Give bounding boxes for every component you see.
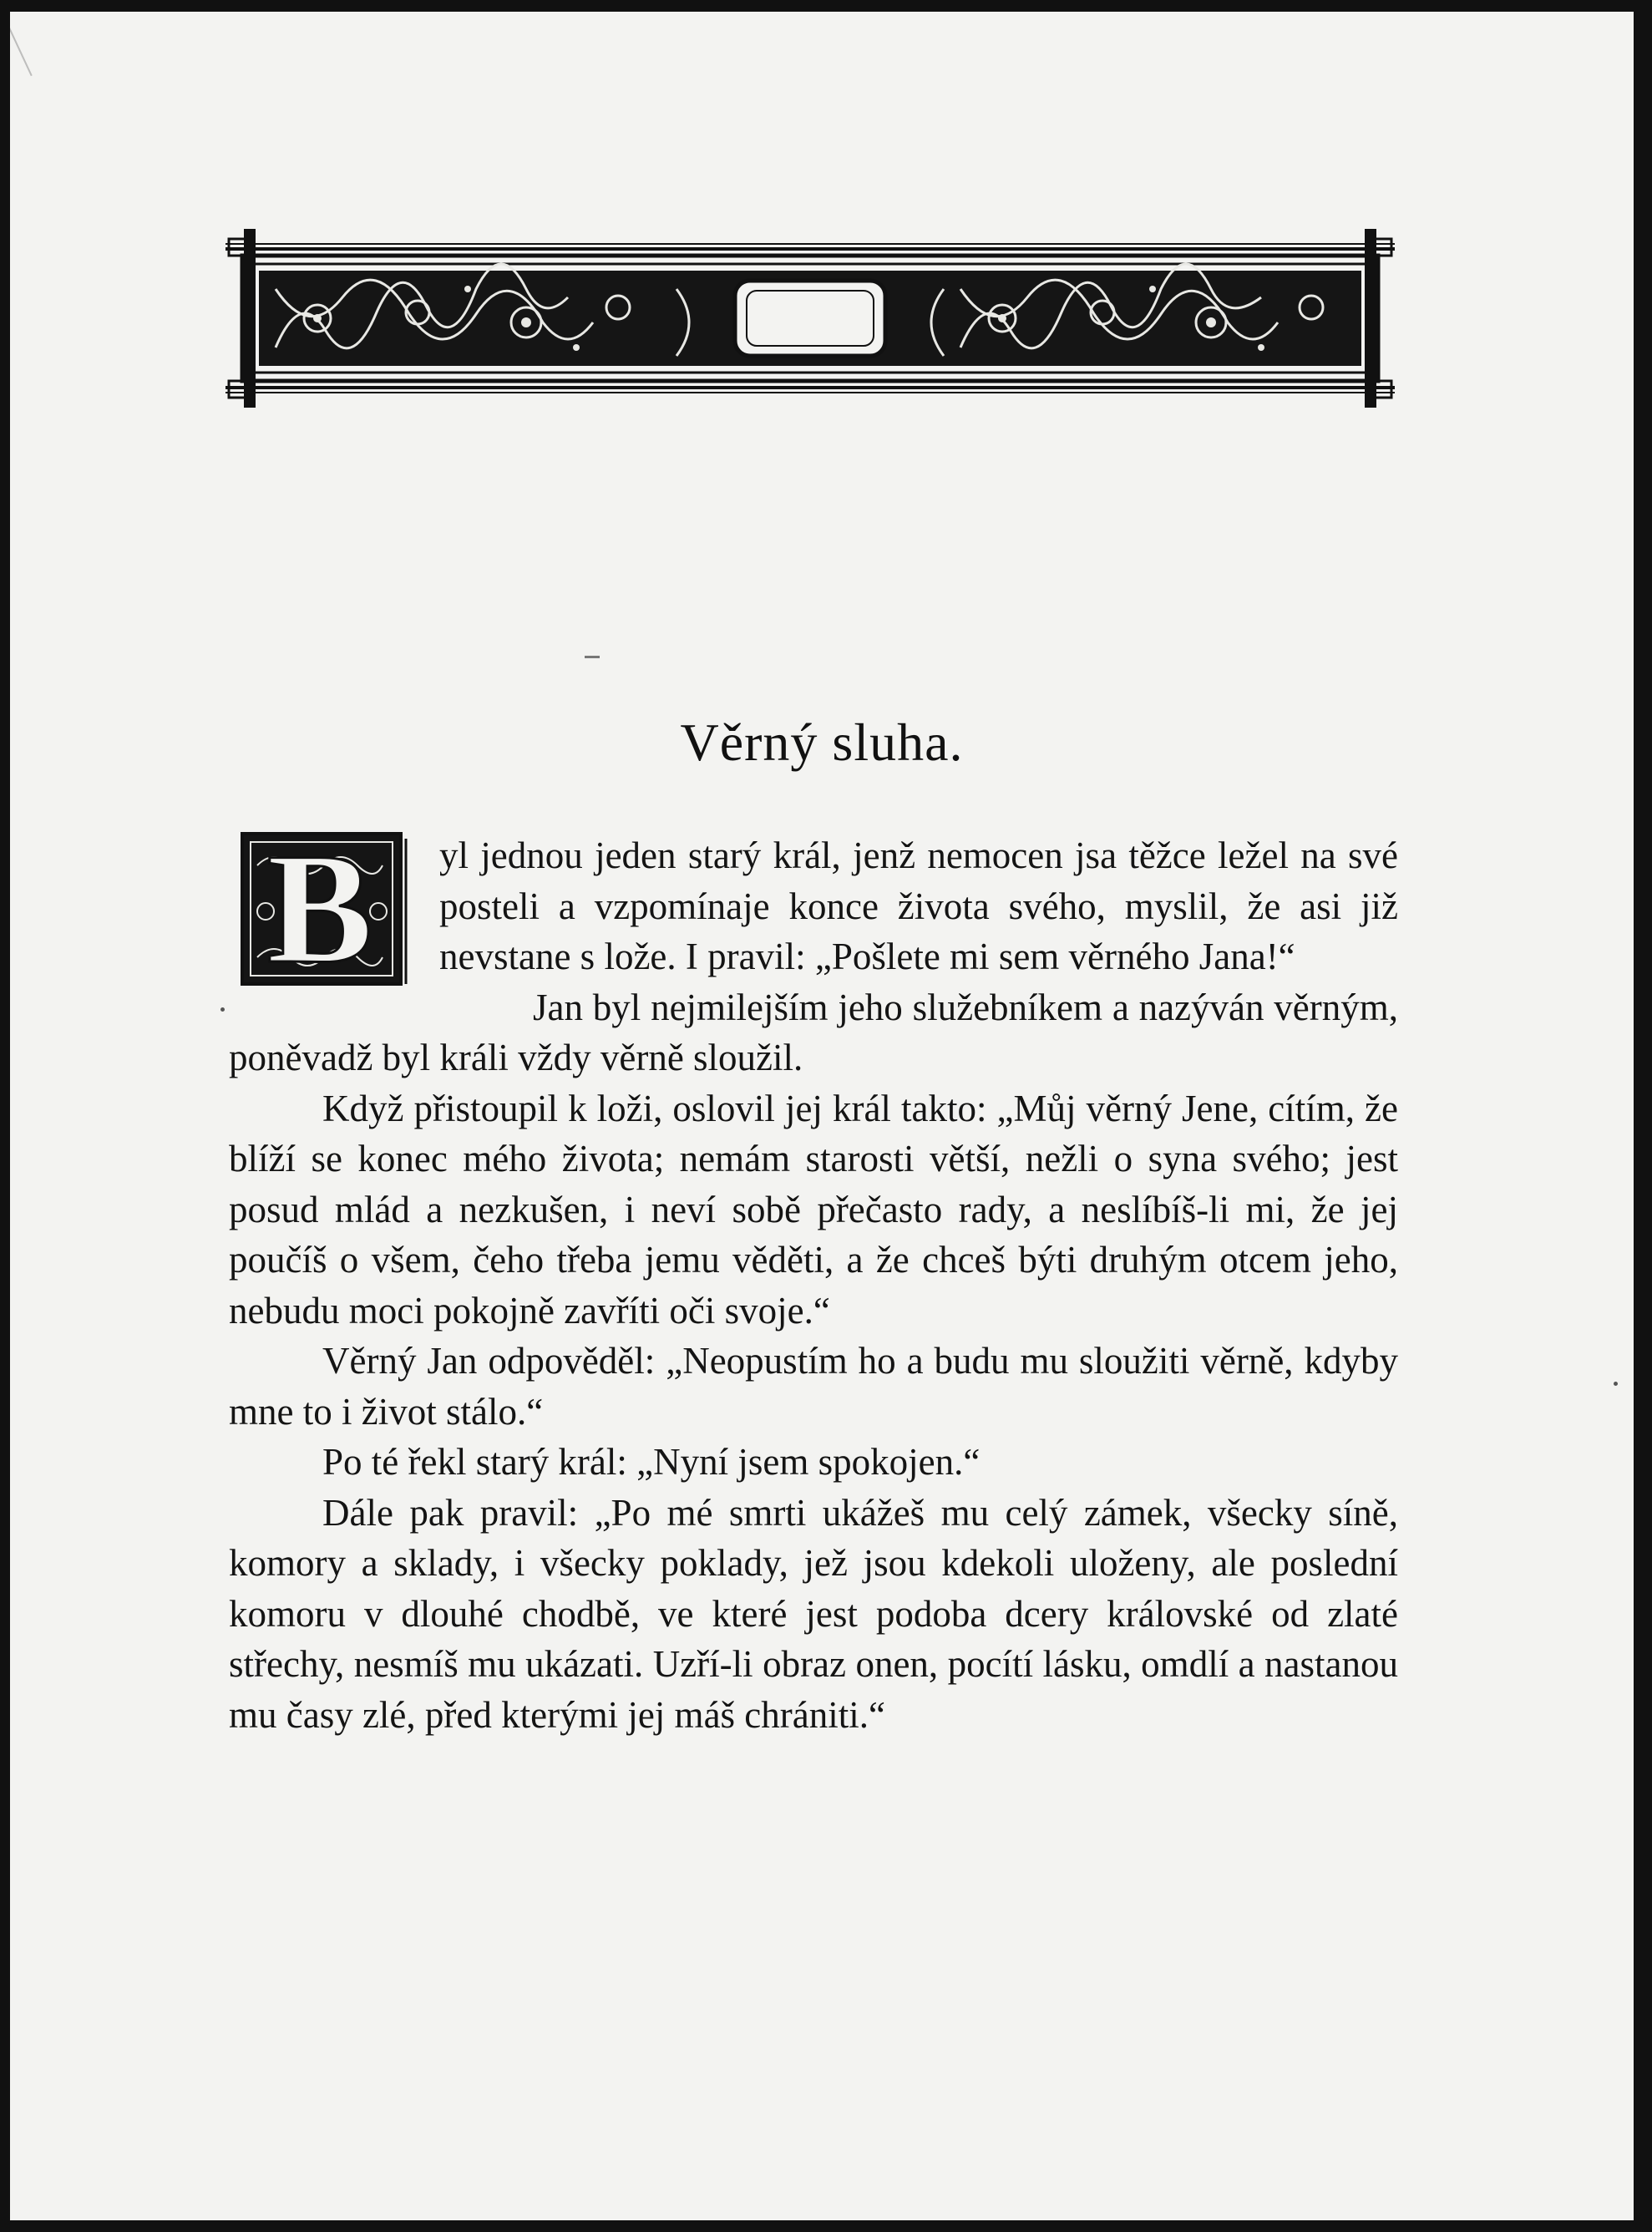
paragraph: Po té řekl starý král: „Nyní jsem spokojen.“ (322, 1441, 981, 1483)
paragraph: Dále pak pravil: „Po mé smrti ukážeš mu celý zámek, všecky síně, komory a sklady, i všecky poklady, jež jsou kdekoli uloženy, ale poslední komoru v dlouhé chodbě, ve které jest podoba dcery královské od zlaté střechy, nesmíš mu ukázati. Uzří-li obraz onen, pocítí lásku, omdlí a nastanou mu časy zlé, před kterými jej máš chrániti.“ (229, 1491, 1398, 1736)
paragraph: Jan byl nejmilejším jeho služebníkem a nazýván věrným, poněvadž byl králi vždy věrně sloužil. (229, 986, 1398, 1078)
stray-dash-mark (585, 656, 600, 658)
drop-cap-initial (241, 821, 424, 997)
paragraph: Když přistoupil k loži, oslovil jej král takto: „Můj věrný Jene, cítím, že blíží se konec mého života; nemám starosti větší, nežli o syna svého; jest posud mlád a nezkušen, i neví sobě přečasto rady, a neslíbíš-li mi, že jej poučíš o všem, čeho třeba jemu věděti, a že chceš býti druhým otcem jeho, nebudu moci pokojně zavříti oči svoje.“ (229, 1087, 1398, 1332)
page-speck (220, 1007, 225, 1012)
drop-cap-letter: B (266, 821, 373, 997)
page-scratch (10, 23, 33, 76)
paragraph: B yl jednou jeden starý král, jenž nemocen jsa těžce ležel na své posteli a vzpomínaje konce života svého, myslil, že asi již nevstane s lože. I pravil: „Pošlete mi sem věrného Jana!“ (229, 830, 1398, 982)
page-speck (1614, 1382, 1618, 1386)
chapter-title: Věrný sluha. (680, 713, 964, 772)
ornamental-header-band (226, 214, 1395, 423)
book-page (10, 12, 1634, 2220)
body-text (229, 821, 1398, 1740)
paragraph: Věrný Jan odpověděl: „Neopustím ho a budu mu sloužiti věrně, kdyby mne to i život stálo.“ (229, 1340, 1398, 1433)
